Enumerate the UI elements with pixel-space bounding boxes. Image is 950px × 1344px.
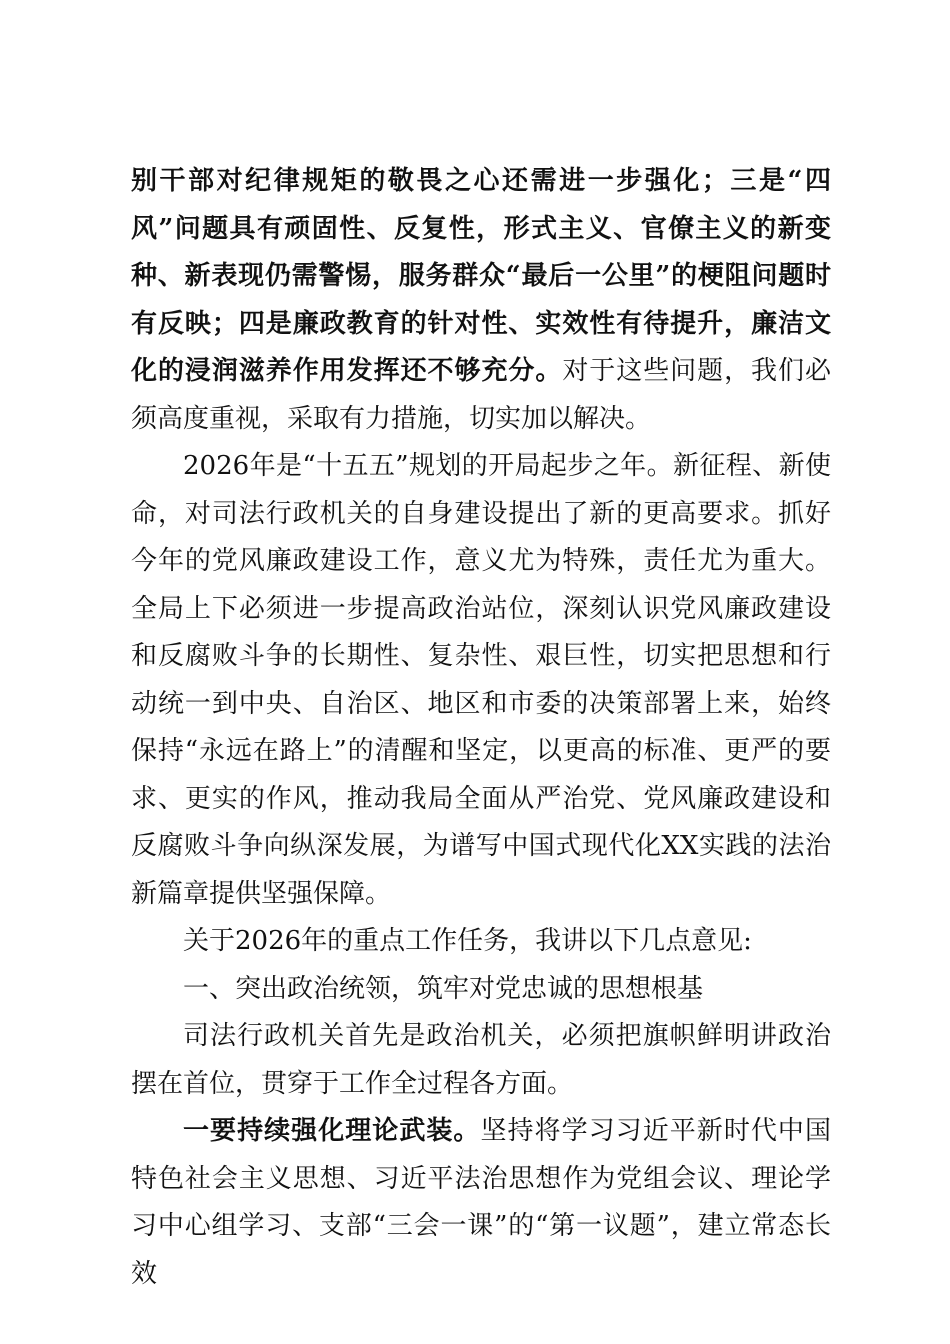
- paragraph-text: 坚持将学习习近平新时代中国特色社会主义思想、习近平法治思想作为党组会议、理论学习中心组学习、支部“三会一课”的“第一议题”，建立常态长效: [131, 1116, 831, 1289]
- paragraph-key-tasks-intro: [131, 918, 831, 966]
- paragraph-text: 2026年是“十五五”规划的开局起步之年。新征程、新使命，对司法行政机关的自身建设提出了新的更高要求。抓好今年的党风廉政建设工作，意义尤为特殊，责任尤为重大。全局上下必须进一步提高政治站位，深刻认识党风廉政建设和反腐败斗争的长期性、复杂性、艰巨性，切实把思想和行动统一到中央、自治区、地区和市委的决策部署上来，始终保持“永远在路上”的清醒和坚定，以更高的标准、更严的要求、更实的作风，推动我局全面从严治党、党风廉政建设和反腐败斗争向纵深发展，为谱写中国式现代化XX实践的法治新篇章提供坚强保障。: [131, 451, 831, 909]
- paragraph-text: 关于2026年的重点工作任务，我讲以下几点意见:: [183, 926, 752, 956]
- bold-lead-sentence: 一要持续强化理论武装。: [183, 1116, 481, 1146]
- paragraph-2026-plan: [131, 443, 831, 918]
- paragraph-text: 司法行政机关首先是政治机关，必须把旗帜鲜明讲政治摆在首位，贯穿于工作全过程各方面。: [131, 1021, 831, 1099]
- bold-problem-list: 别干部对纪律规矩的敬畏之心还需进一步强化；三是“四风”问题具有顽固性、反复性，形式主义、官僚主义的新变种、新表现仍需警惕，服务群众“最后一公里”的梗阻问题时有反映；四是廉政教育的针对性、实效性有待提升，廉洁文化的浸润滋养作用发挥还不够充分。: [131, 166, 831, 386]
- section-heading-1: [131, 966, 831, 1014]
- paragraph-problems-continued: [131, 158, 831, 443]
- paragraph-text: 对于这些问题，我们必须高度重视，采取有力措施，切实加以解决。: [131, 356, 831, 434]
- paragraph-political-organ: [131, 1013, 831, 1108]
- paragraph-theory-armament: [131, 1108, 831, 1298]
- section-heading-text: 一、突出政治统领，筑牢对党忠诚的思想根基: [183, 973, 704, 1004]
- document-body: [131, 158, 831, 1298]
